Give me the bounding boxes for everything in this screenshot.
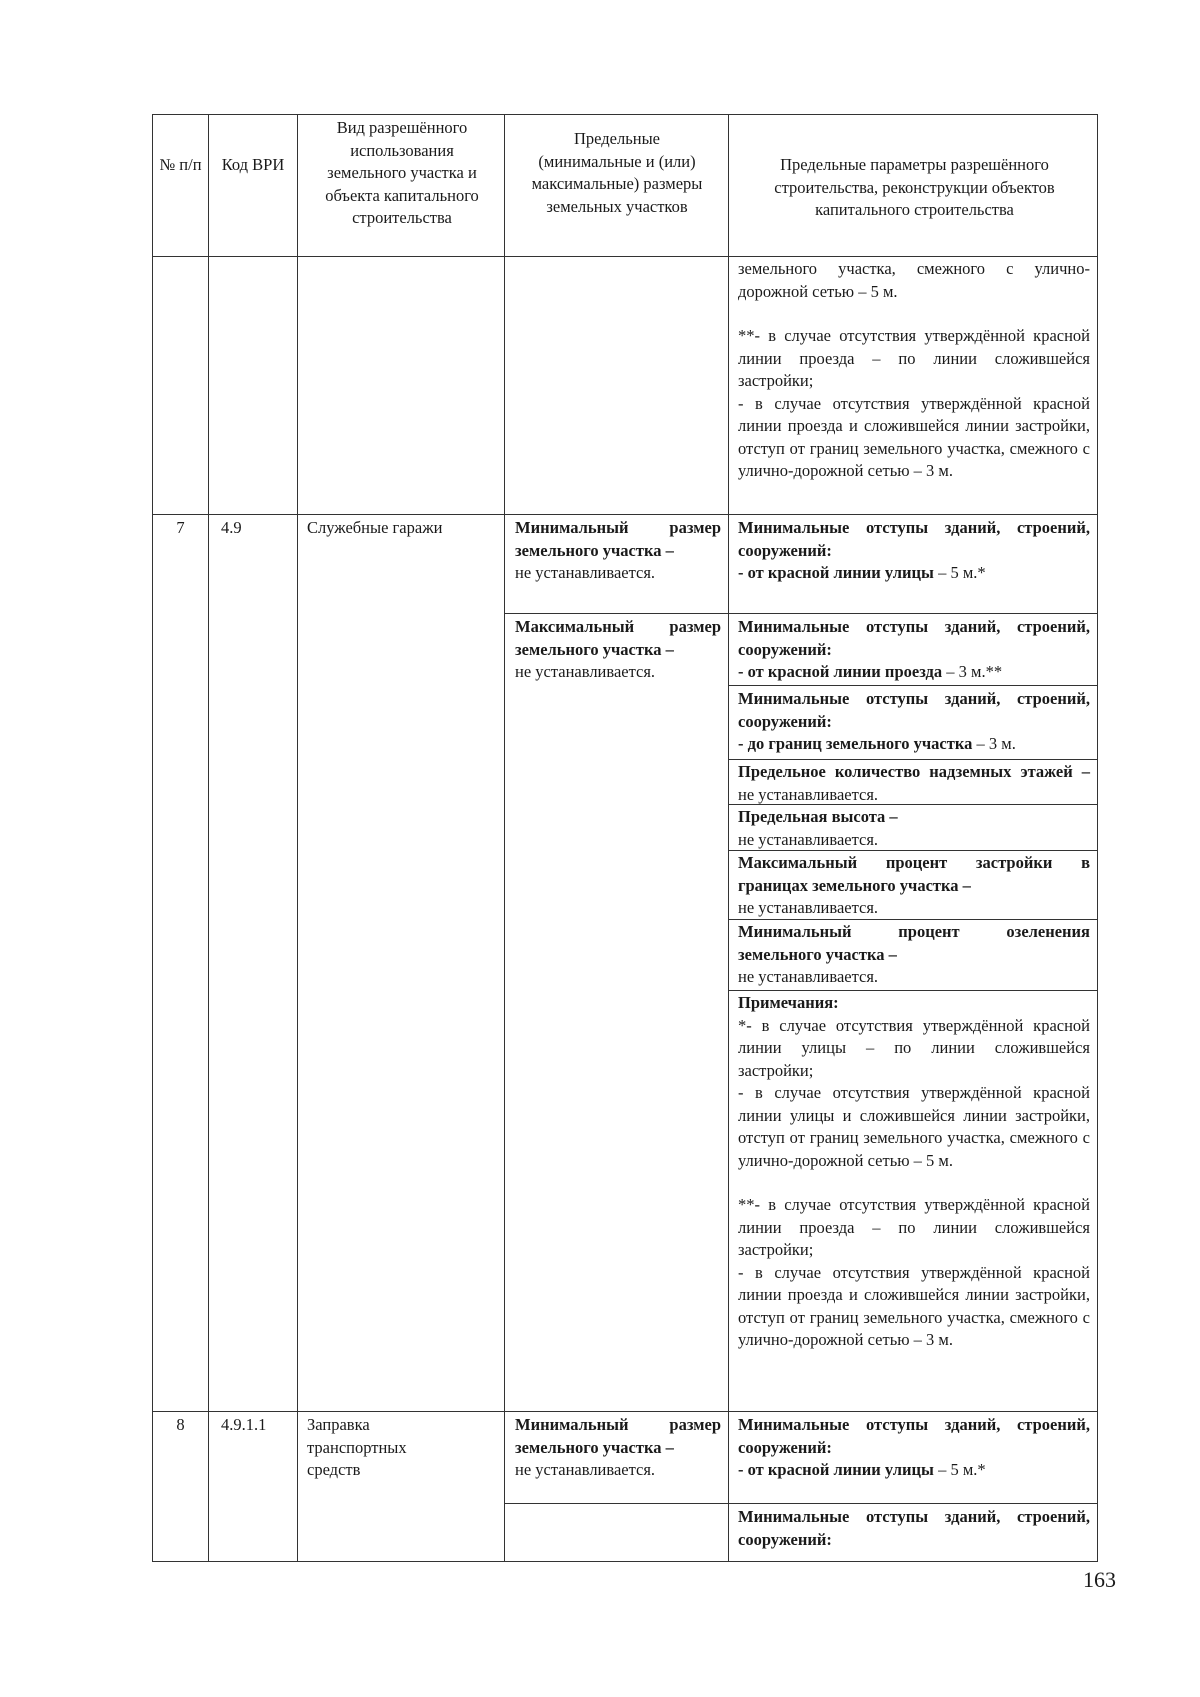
- param-label: - от красной линии улицы: [738, 563, 934, 582]
- table-hline: [152, 114, 1098, 115]
- row-use-name: Заправка транспортных средств: [307, 1415, 407, 1479]
- table-vline: [728, 114, 729, 1562]
- row7-min-size: [515, 517, 721, 585]
- table-hline: [504, 613, 1098, 614]
- header-plot-sizes: [522, 128, 712, 218]
- note-paragraph: *- в случае отсутствия утверждённой красной линии улицы – по линии сложившейся застройки;: [738, 1015, 1090, 1080]
- size-value: не устанавливается.: [515, 1460, 656, 1479]
- param-value: не устанавливается.: [738, 898, 879, 917]
- header-code: [212, 154, 294, 177]
- table-hline: [504, 1503, 1098, 1504]
- table-vline: [152, 114, 153, 1562]
- row-number: 7: [176, 518, 185, 537]
- row7-floors: [738, 761, 1090, 806]
- row8-setback-next: [738, 1506, 1090, 1551]
- table-vline: [504, 114, 505, 1562]
- row-number: 8: [176, 1415, 185, 1434]
- table-vline: [208, 114, 209, 1562]
- table-hline: [728, 759, 1098, 760]
- note-paragraph: - в случае отсутствия утверждённой красной линии улицы и сложившейся линии застройки, отступ от границ земельного участка, смежного с улично-дорожной сетью – 5 м.: [738, 1083, 1090, 1170]
- table-vline: [297, 114, 298, 1562]
- row7-notes: [738, 992, 1090, 1352]
- param-value: – 5 м.*: [933, 563, 986, 582]
- row8-code: [221, 1414, 295, 1437]
- row7-setback-street: [738, 517, 1090, 585]
- param-label: - от красной линии улицы: [738, 1460, 934, 1479]
- param-label: Минимальные отступы зданий, строений, сооружений:: [738, 689, 1090, 731]
- row7-setback-driveway: [738, 616, 1090, 684]
- table-hline: [152, 256, 1098, 257]
- continued-paragraph: - в случае отсутствия утверждённой красной линии проезда и сложившейся линии застройки, отступ от границ земельного участка, смежного с улично-дорожной сетью – 3 м.: [738, 393, 1090, 480]
- param-value: – 3 м.: [972, 734, 1016, 753]
- param-label: - до границ земельного участка: [738, 734, 973, 753]
- continued-paragraph: земельного участка, смежного с улично-дорожной сетью – 5 м.: [738, 259, 1090, 301]
- param-label: Минимальный процент озеленения земельного участка –: [738, 922, 1090, 964]
- row-code: 4.9.1.1: [221, 1415, 267, 1434]
- size-value: не устанавливается.: [515, 563, 656, 582]
- param-value: – 5 м.*: [933, 1460, 986, 1479]
- row7-build-coverage: [738, 852, 1090, 920]
- row8-min-size: [515, 1414, 721, 1482]
- header-build-params-text: Предельные параметры разрешённого строительства, реконструкции объектов капитального строительства: [774, 155, 1055, 219]
- row-code: 4.9: [221, 518, 242, 537]
- size-value: не устанавливается.: [515, 662, 656, 681]
- param-label: Предельная высота –: [738, 807, 898, 826]
- param-label: - от красной линии проезда: [738, 662, 943, 681]
- param-value: – 3 м.**: [942, 662, 1003, 681]
- param-label: Минимальные отступы зданий, строений, сооружений:: [738, 518, 1090, 560]
- header-build-params: [752, 154, 1077, 222]
- size-label: Минимальный размер земельного участка –: [515, 1415, 721, 1457]
- table-hline: [728, 990, 1098, 991]
- note-paragraph: - в случае отсутствия утверждённой красной линии проезда и сложившейся линии застройки, отступ от границ земельного участка, смежного с улично-дорожной сетью – 3 м.: [738, 1262, 1090, 1349]
- size-label: Максимальный размер земельного участка –: [515, 617, 721, 659]
- row-use-name: Служебные гаражи: [307, 518, 443, 537]
- header-use-type: [312, 117, 492, 230]
- table-hline: [728, 685, 1098, 686]
- row7-height: [738, 806, 1090, 851]
- row7-use-type: [307, 517, 502, 540]
- continued-params: [738, 258, 1090, 483]
- table-vline: [1097, 114, 1098, 1562]
- row8-number: [153, 1414, 208, 1437]
- header-use-type-text: Вид разрешённого использования земельного участка и объекта капитального строительства: [325, 118, 479, 227]
- notes-title: Примечания:: [738, 993, 839, 1012]
- param-value: не устанавливается.: [738, 784, 879, 804]
- page-number: 163: [1083, 1567, 1116, 1592]
- row8-use-type: [307, 1414, 457, 1482]
- header-number-text: № п/п: [159, 155, 202, 174]
- row7-code: [221, 517, 295, 540]
- param-label: Предельное количество надземных этажей –: [738, 762, 1090, 781]
- table-hline: [152, 514, 1098, 515]
- param-label: Минимальные отступы зданий, строений, сооружений:: [738, 1415, 1090, 1457]
- row7-setback-boundary: [738, 688, 1090, 756]
- table-hline: [152, 1561, 1098, 1562]
- param-value: не устанавливается.: [738, 829, 879, 849]
- param-label: Минимальные отступы зданий, строений, сооружений:: [738, 1507, 1090, 1549]
- row7-greenery: [738, 921, 1090, 989]
- header-number: [153, 154, 208, 177]
- row7-number: [153, 517, 208, 540]
- row7-max-size: [515, 616, 721, 684]
- continued-paragraph: **- в случае отсутствия утверждённой красной линии проезда – по линии сложившейся застройки;: [738, 326, 1090, 390]
- header-code-text: Код ВРИ: [221, 155, 285, 174]
- regulations-table: [152, 114, 1098, 1562]
- header-plot-sizes-text: Предельные (минимальные и (или) максимальные) размеры земельных участков: [531, 129, 703, 216]
- row8-setback-street: [738, 1414, 1090, 1482]
- table-hline: [152, 1411, 1098, 1412]
- param-label: Максимальный процент застройки в границах земельного участка –: [738, 853, 1090, 895]
- param-label: Минимальные отступы зданий, строений, сооружений:: [738, 617, 1090, 659]
- size-label: Минимальный размер земельного участка –: [515, 518, 721, 560]
- note-paragraph: **- в случае отсутствия утверждённой красной линии проезда – по линии сложившейся застройки;: [738, 1195, 1090, 1259]
- param-value: не устанавливается.: [738, 967, 879, 986]
